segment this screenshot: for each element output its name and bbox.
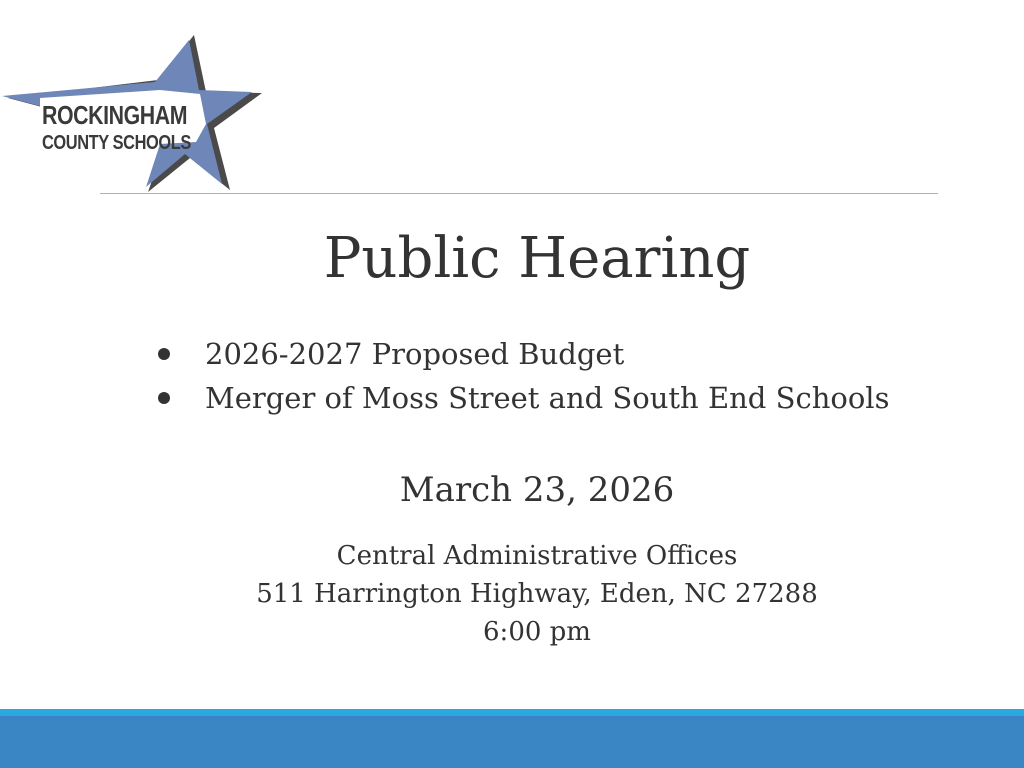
- logo-line-1: ROCKINGHAM: [42, 100, 188, 130]
- event-time: 6:00 pm: [483, 617, 591, 647]
- logo-line-2: COUNTY SCHOOLS: [42, 132, 191, 154]
- list-item-text: Merger of Moss Street and South End Schools: [205, 381, 890, 415]
- bullet-icon: [158, 348, 170, 360]
- venue-address: 511 Harrington Highway, Eden, NC 27288: [256, 579, 818, 609]
- list-item: [155, 376, 889, 420]
- footer-accent-stripe: [0, 709, 1024, 716]
- bullet-icon: [158, 392, 170, 404]
- district-logo: [0, 32, 262, 196]
- event-date: March 23, 2026: [399, 470, 675, 510]
- footer-band: [0, 716, 1024, 768]
- header-divider: [100, 193, 938, 194]
- list-item: [155, 332, 889, 376]
- slide-title: Public Hearing: [323, 226, 751, 291]
- list-item-text: 2026-2027 Proposed Budget: [205, 337, 625, 371]
- venue-name: Central Administrative Offices: [336, 541, 738, 571]
- agenda-list: [155, 332, 889, 420]
- event-details: [0, 537, 1024, 651]
